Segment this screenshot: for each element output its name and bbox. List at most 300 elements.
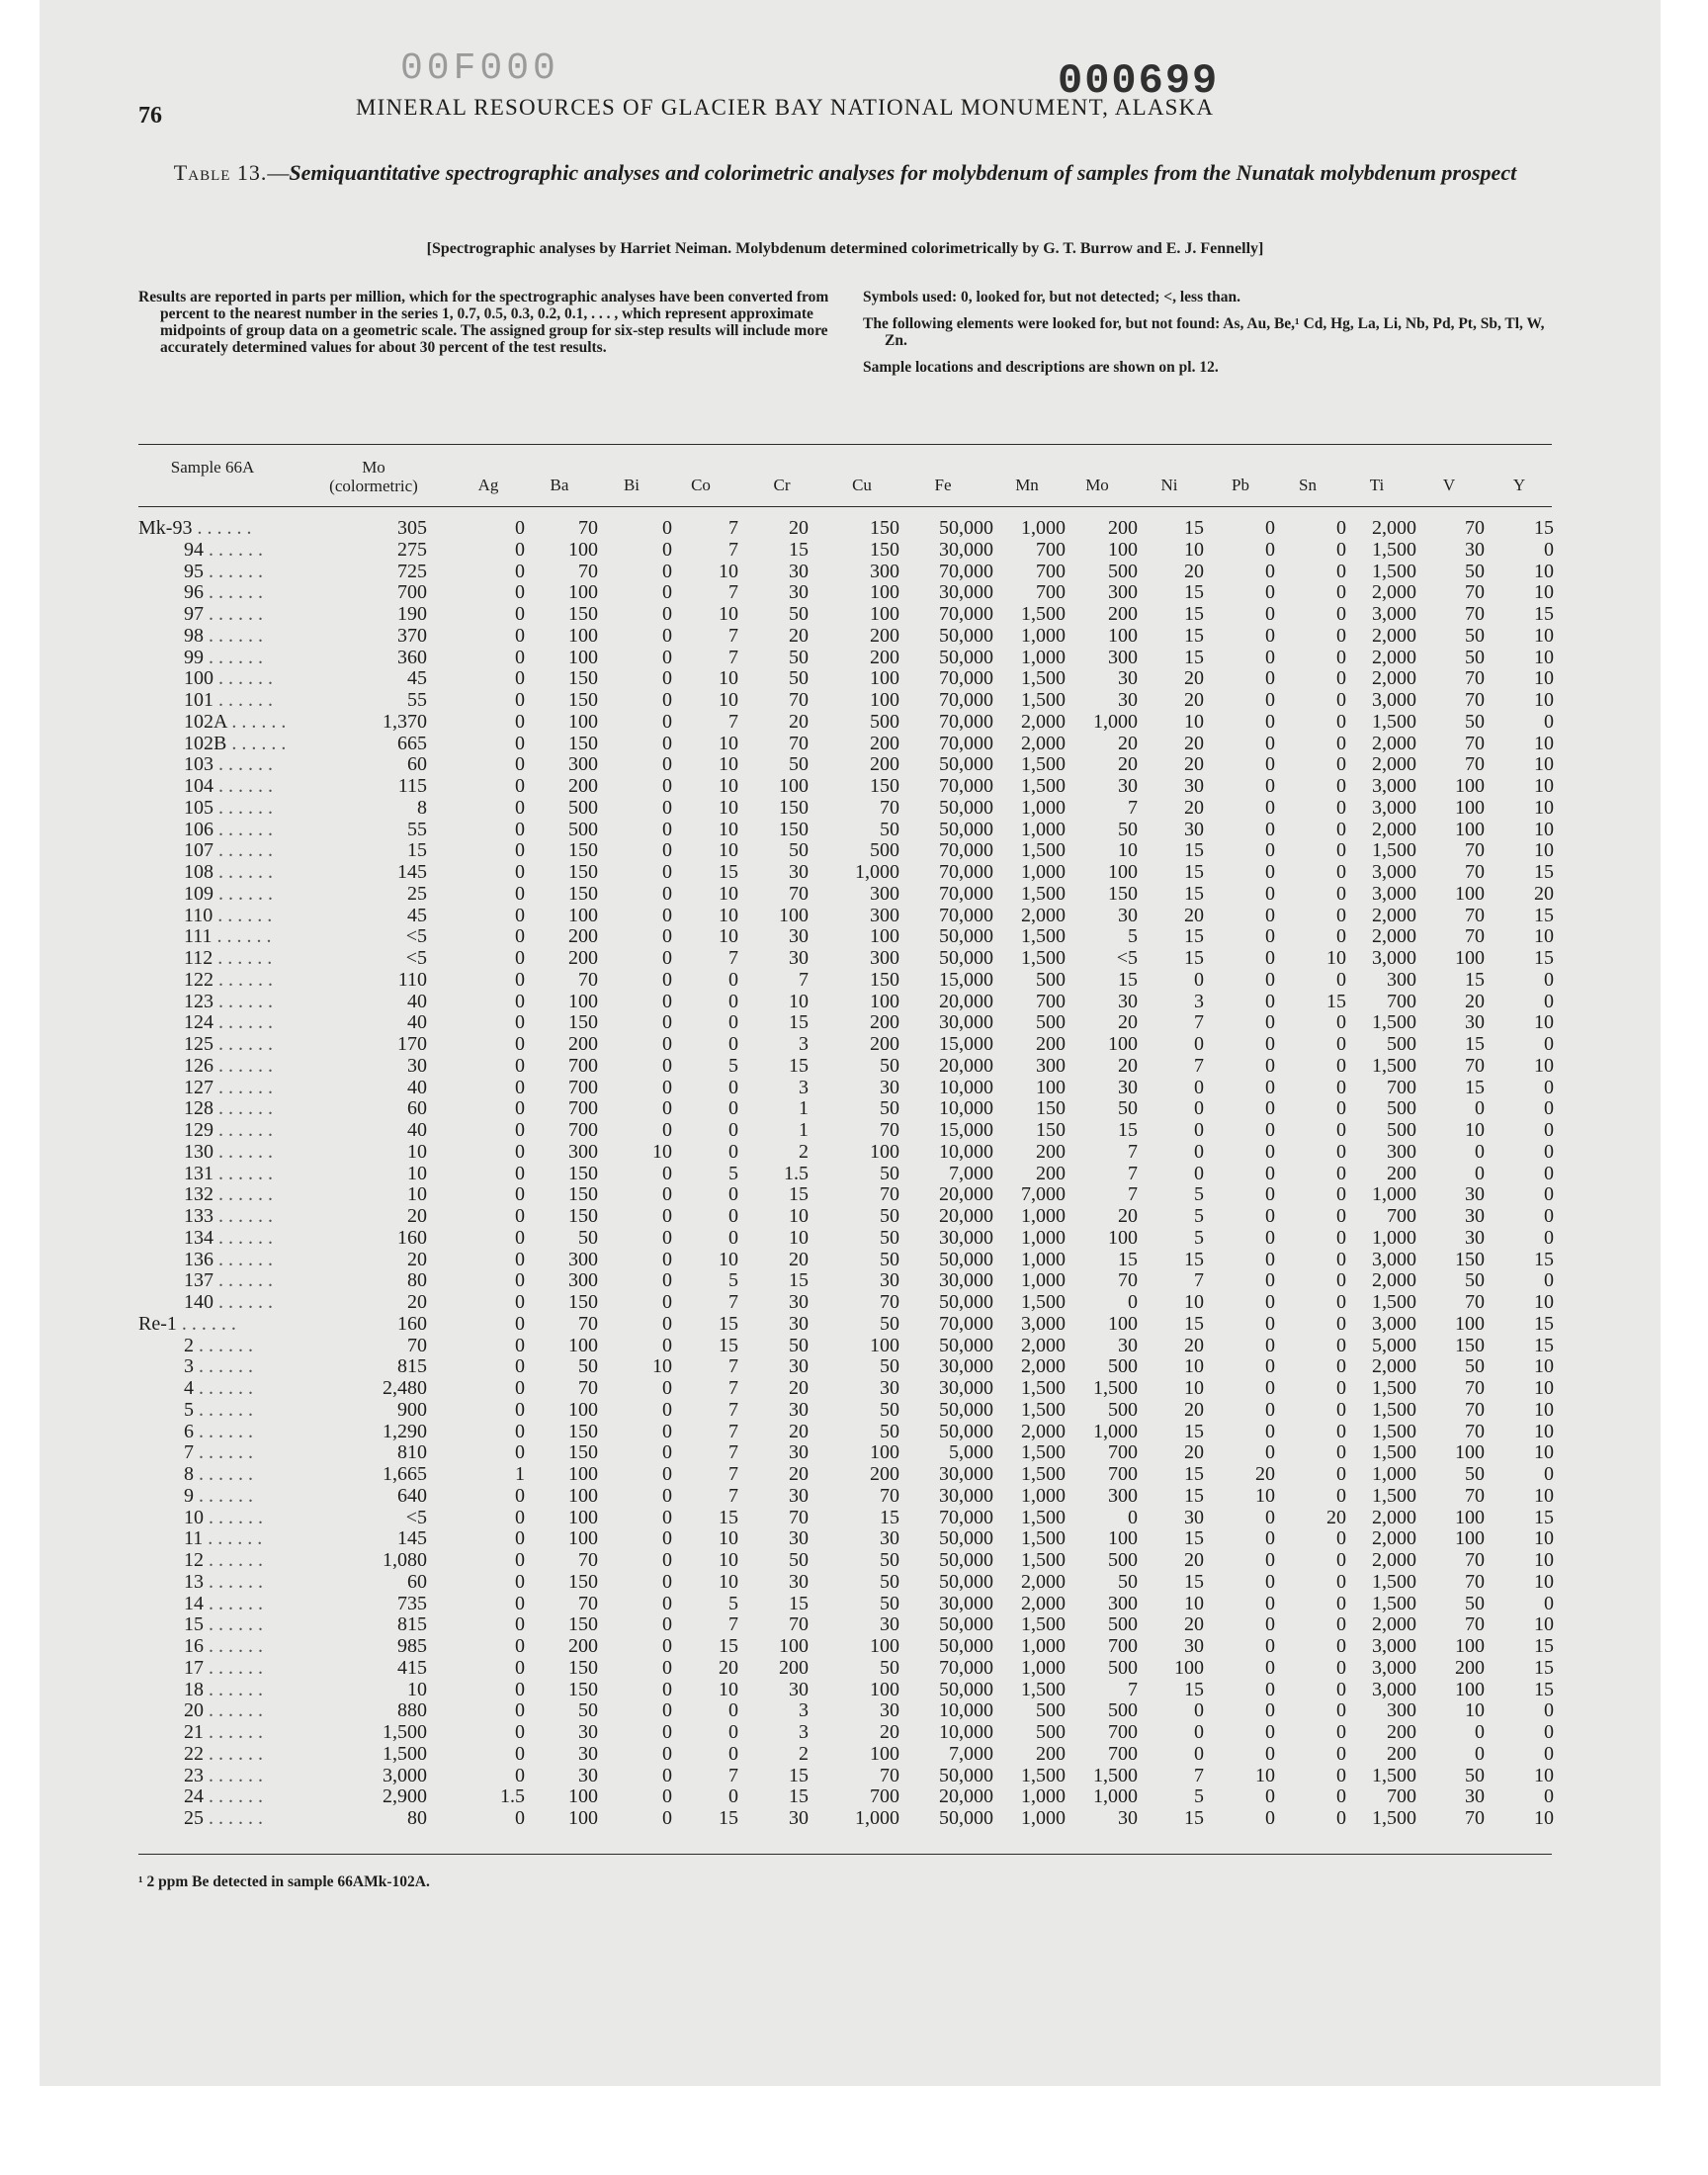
value-cell: 0: [1194, 1721, 1204, 1743]
value-cell: 150: [568, 1183, 598, 1206]
sample-id-cell: 8 . . . . . .: [184, 1463, 253, 1485]
value-cell: 15: [1184, 861, 1204, 883]
value-cell: 10: [789, 1205, 809, 1227]
table-row: [0, 798, 1708, 820]
table-row: [0, 1184, 1708, 1206]
value-cell: 0: [1265, 1183, 1275, 1206]
value-cell: 70: [789, 882, 809, 905]
stamp-mark: 00F000: [400, 47, 559, 90]
value-cell: 300: [1036, 1054, 1066, 1077]
value-cell: 500: [1108, 1398, 1138, 1421]
sample-id-cell: 122 . . . . . .: [184, 968, 273, 991]
value-cell: 0: [1265, 1441, 1275, 1464]
value-cell: 0: [1544, 1076, 1554, 1098]
value-cell: 80: [407, 1269, 427, 1292]
dot-leader: . . . . . .: [204, 1807, 263, 1829]
value-cell: 40: [407, 990, 427, 1012]
value-cell: 0: [1336, 1764, 1346, 1786]
value-cell: 100: [870, 1334, 899, 1356]
value-cell: 500: [1108, 1656, 1138, 1679]
value-cell: 0: [662, 775, 672, 797]
value-cell: 0: [1544, 1140, 1554, 1163]
value-cell: 7: [728, 1441, 738, 1464]
value-cell: 1,500: [1093, 1377, 1138, 1399]
value-cell: 300: [870, 904, 899, 926]
value-cell: 50: [789, 667, 809, 690]
value-cell: 0: [515, 1613, 525, 1636]
value-cell: 0: [515, 560, 525, 582]
sample-id-cell: 136 . . . . . .: [184, 1248, 273, 1270]
value-cell: 7: [728, 1764, 738, 1786]
value-cell: 1,000: [1093, 1420, 1138, 1442]
value-cell: 1,000: [1021, 1205, 1066, 1227]
value-cell: 20: [1184, 667, 1204, 690]
value-cell: 20: [1184, 1334, 1204, 1356]
value-cell: 30: [789, 560, 809, 582]
value-cell: 10: [789, 990, 809, 1012]
value-cell: 10,000: [939, 1097, 993, 1120]
value-cell: 0: [1544, 1205, 1554, 1227]
value-cell: 60: [407, 753, 427, 776]
table-row: [0, 1270, 1708, 1292]
sample-id-cell: 98 . . . . . .: [184, 624, 263, 647]
value-cell: 500: [1036, 968, 1066, 991]
sample-id-cell: 100 . . . . . .: [184, 667, 273, 690]
value-cell: 7: [728, 646, 738, 668]
value-cell: 70: [1465, 667, 1485, 690]
table-row: [0, 884, 1708, 906]
table-row: [0, 754, 1708, 776]
value-cell: 0: [1128, 1291, 1138, 1313]
dot-leader: . . . . . .: [203, 1527, 263, 1550]
sample-id-cell: 7 . . . . . .: [184, 1441, 253, 1464]
value-cell: 2,000: [1021, 710, 1066, 733]
value-cell: 0: [1336, 1033, 1346, 1055]
sample-id-cell: 10 . . . . . .: [184, 1506, 263, 1528]
value-cell: 0: [1194, 968, 1204, 991]
value-cell: 7: [799, 968, 809, 991]
sample-id-cell: 102A . . . . . .: [184, 710, 287, 733]
value-cell: 200: [568, 775, 598, 797]
value-cell: 15: [719, 861, 738, 883]
value-cell: 30: [1184, 1506, 1204, 1528]
value-cell: 1,500: [1372, 1570, 1416, 1593]
value-cell: 45: [407, 667, 427, 690]
running-head: MINERAL RESOURCES OF GLACIER BAY NATIONAL MONUMENT, ALASKA: [356, 95, 1215, 120]
value-cell: 0: [662, 581, 672, 604]
value-cell: 30,000: [939, 1377, 993, 1399]
value-cell: 50: [880, 1398, 899, 1421]
sample-id-cell: 129 . . . . . .: [184, 1119, 273, 1141]
value-cell: 110: [397, 968, 427, 991]
value-cell: 275: [397, 538, 427, 561]
symbols-notes: [863, 289, 1555, 386]
value-cell: 20: [1118, 1011, 1138, 1034]
dot-leader: . . . . . .: [204, 624, 263, 647]
value-cell: 2: [799, 1742, 809, 1765]
value-cell: 150: [568, 667, 598, 690]
table-row: [0, 1744, 1708, 1766]
value-cell: 0: [1336, 710, 1346, 733]
value-cell: 1,000: [1021, 1226, 1066, 1249]
value-cell: 7: [728, 517, 738, 539]
value-cell: 0: [515, 667, 525, 690]
value-cell: 300: [870, 560, 899, 582]
value-cell: 1,500: [1021, 1613, 1066, 1636]
value-cell: 200: [1387, 1721, 1416, 1743]
value-cell: 0: [515, 1441, 525, 1464]
value-cell: 10: [1184, 1592, 1204, 1614]
value-cell: 305: [397, 517, 427, 539]
value-cell: 1,500: [1372, 538, 1416, 561]
value-cell: 30: [1118, 689, 1138, 711]
value-cell: 50: [880, 1248, 899, 1270]
value-cell: 0: [662, 1097, 672, 1120]
value-cell: 700: [1387, 1076, 1416, 1098]
value-cell: 0: [515, 646, 525, 668]
value-cell: 20: [1184, 560, 1204, 582]
value-cell: 70: [880, 1484, 899, 1507]
value-cell: 15: [1184, 1807, 1204, 1829]
value-cell: 2,000: [1021, 904, 1066, 926]
sample-id-cell: 5 . . . . . .: [184, 1398, 253, 1421]
value-cell: 300: [870, 882, 899, 905]
value-cell: 0: [1336, 1527, 1346, 1550]
value-cell: 1,500: [1021, 1549, 1066, 1571]
value-cell: 15: [1326, 990, 1346, 1012]
value-cell: 10: [1184, 710, 1204, 733]
value-cell: 150: [568, 1570, 598, 1593]
value-cell: 150: [568, 1613, 598, 1636]
sample-id-cell: 103 . . . . . .: [184, 753, 273, 776]
value-cell: 50,000: [939, 1549, 993, 1571]
value-cell: 0: [1265, 818, 1275, 840]
value-cell: 50,000: [939, 1635, 993, 1657]
value-cell: 70: [1465, 603, 1485, 625]
column-header: Bi: [623, 476, 640, 494]
value-cell: 40: [407, 1119, 427, 1141]
value-cell: 7: [1194, 1054, 1204, 1077]
table-row: [0, 1508, 1708, 1529]
value-cell: 1,000: [1372, 1463, 1416, 1485]
value-cell: 30: [1184, 818, 1204, 840]
value-cell: 30: [1465, 1205, 1485, 1227]
value-cell: 40: [407, 1076, 427, 1098]
table-row: [0, 776, 1708, 798]
value-cell: 50,000: [939, 1570, 993, 1593]
value-cell: 0: [515, 818, 525, 840]
value-cell: 1,370: [383, 710, 427, 733]
value-cell: 0: [1128, 1506, 1138, 1528]
dot-leader: . . . . . .: [204, 581, 263, 604]
value-cell: 0: [1336, 839, 1346, 862]
value-cell: 0: [1265, 1613, 1275, 1636]
value-cell: 20: [1184, 1441, 1204, 1464]
value-cell: 70: [789, 732, 809, 754]
value-cell: 150: [870, 968, 899, 991]
value-cell: 2,000: [1372, 753, 1416, 776]
value-cell: 10: [719, 560, 738, 582]
value-cell: 70: [789, 689, 809, 711]
footnote: ¹ 2 ppm Be detected in sample 66AMk-102A.: [138, 1873, 430, 1890]
sample-id-cell: 23 . . . . . .: [184, 1764, 263, 1786]
value-cell: 0: [1265, 1291, 1275, 1313]
value-cell: 200: [870, 1033, 899, 1055]
locations-note: Sample locations and descriptions are shown on pl. 12.: [863, 359, 1219, 376]
value-cell: 0: [1265, 1807, 1275, 1829]
dot-leader: . . . . . .: [214, 882, 273, 905]
value-cell: 3,000: [1372, 861, 1416, 883]
value-cell: 100: [568, 1484, 598, 1507]
value-cell: 70: [880, 796, 899, 819]
value-cell: 0: [515, 947, 525, 969]
value-cell: 1,000: [1021, 1484, 1066, 1507]
value-cell: 100: [1108, 861, 1138, 883]
value-cell: 0: [515, 1635, 525, 1657]
value-cell: 0: [662, 689, 672, 711]
value-cell: 10: [1184, 1355, 1204, 1378]
value-cell: 2,000: [1372, 1549, 1416, 1571]
table-row: [0, 1314, 1708, 1336]
column-header: Cr: [773, 476, 791, 494]
value-cell: 70: [1465, 1377, 1485, 1399]
value-cell: 5: [728, 1054, 738, 1077]
value-cell: 15: [1184, 603, 1204, 625]
value-cell: 0: [662, 1463, 672, 1485]
value-cell: 0: [515, 1355, 525, 1378]
value-cell: 0: [662, 1592, 672, 1614]
value-cell: 70: [1465, 1613, 1485, 1636]
value-cell: 1,500: [1372, 1764, 1416, 1786]
value-cell: 15: [1534, 1248, 1554, 1270]
value-cell: 700: [1108, 1635, 1138, 1657]
value-cell: 150: [779, 796, 809, 819]
value-cell: 20: [407, 1205, 427, 1227]
value-cell: 100: [1455, 818, 1485, 840]
dot-leader: . . . . . .: [204, 1656, 263, 1679]
value-cell: 70: [880, 1183, 899, 1206]
sample-id-cell: 9 . . . . . .: [184, 1484, 253, 1507]
value-cell: 15: [789, 1054, 809, 1077]
value-cell: 300: [1108, 581, 1138, 604]
value-cell: 0: [1265, 1398, 1275, 1421]
sample-id-cell: 97 . . . . . .: [184, 603, 263, 625]
table-row: [0, 1356, 1708, 1378]
value-cell: 70: [1465, 581, 1485, 604]
value-cell: 20: [789, 1463, 809, 1485]
value-cell: 7: [728, 581, 738, 604]
value-cell: 300: [870, 947, 899, 969]
table-row: [0, 1528, 1708, 1550]
value-cell: 0: [1265, 1592, 1275, 1614]
table-top-rule: [138, 444, 1552, 445]
value-cell: 70: [1465, 1398, 1485, 1421]
value-cell: 1,500: [383, 1742, 427, 1765]
dot-leader: . . . . . .: [226, 732, 287, 754]
value-cell: 0: [1265, 796, 1275, 819]
value-cell: 0: [1544, 538, 1554, 561]
value-cell: 10: [719, 1248, 738, 1270]
value-cell: 30: [789, 1312, 809, 1335]
sample-id-cell: 123 . . . . . .: [184, 990, 273, 1012]
value-cell: 0: [1265, 667, 1275, 690]
value-cell: 7,000: [1021, 1183, 1066, 1206]
value-cell: 1,500: [1372, 1441, 1416, 1464]
value-cell: 0: [662, 1635, 672, 1657]
value-cell: 1,500: [1021, 882, 1066, 905]
table-row: [0, 1766, 1708, 1787]
value-cell: 0: [1336, 1054, 1346, 1077]
value-cell: 70: [1465, 1054, 1485, 1077]
value-cell: 700: [1036, 581, 1066, 604]
value-cell: 0: [1265, 1506, 1275, 1528]
value-cell: 15: [1534, 1635, 1554, 1657]
value-cell: 0: [1265, 517, 1275, 539]
value-cell: 10: [1534, 796, 1554, 819]
value-cell: 0: [1265, 646, 1275, 668]
value-cell: 70,000: [939, 1312, 993, 1335]
value-cell: 70,000: [939, 904, 993, 926]
value-cell: 20: [407, 1248, 427, 1270]
value-cell: 70: [1465, 839, 1485, 862]
table-row: [0, 668, 1708, 690]
value-cell: 50: [880, 1355, 899, 1378]
value-cell: 150: [568, 603, 598, 625]
table-row: [0, 1808, 1708, 1830]
dot-leader: . . . . . .: [214, 1269, 273, 1292]
value-cell: 0: [515, 624, 525, 647]
value-cell: 0: [515, 1656, 525, 1679]
value-cell: 100: [870, 1441, 899, 1464]
value-cell: 200: [1108, 517, 1138, 539]
value-cell: 0: [1544, 710, 1554, 733]
value-cell: 0: [1544, 1463, 1554, 1485]
table-row: [0, 1658, 1708, 1680]
sample-id-cell: 21 . . . . . .: [184, 1721, 263, 1743]
table-caption: [138, 158, 1552, 188]
value-cell: 0: [1336, 753, 1346, 776]
dot-leader: . . . . . .: [214, 1097, 273, 1120]
value-cell: 50: [880, 1205, 899, 1227]
value-cell: 70: [880, 1764, 899, 1786]
value-cell: 500: [1387, 1119, 1416, 1141]
value-cell: 1,000: [1021, 1785, 1066, 1808]
value-cell: 70,000: [939, 560, 993, 582]
value-cell: 0: [662, 1570, 672, 1593]
value-cell: 0: [662, 882, 672, 905]
sample-id-cell: Mk-93 . . . . . .: [138, 517, 252, 539]
dot-leader: . . . . . .: [204, 1549, 263, 1571]
value-cell: 15: [1534, 861, 1554, 883]
value-cell: 10: [1534, 1377, 1554, 1399]
dot-leader: . . . . . .: [204, 603, 263, 625]
value-cell: 50: [880, 1226, 899, 1249]
value-cell: 100: [1036, 1076, 1066, 1098]
value-cell: 145: [397, 1527, 427, 1550]
value-cell: 70: [880, 1291, 899, 1313]
column-header: V: [1442, 476, 1456, 494]
value-cell: 0: [515, 1699, 525, 1722]
value-cell: 0: [515, 689, 525, 711]
value-cell: 7: [728, 1355, 738, 1378]
value-cell: 1,500: [1372, 1420, 1416, 1442]
dot-leader: . . . . . .: [194, 1420, 253, 1442]
value-cell: 10: [407, 1162, 427, 1184]
value-cell: 10: [1534, 818, 1554, 840]
value-cell: 20: [1184, 753, 1204, 776]
value-cell: 100: [779, 904, 809, 926]
dot-leader: . . . . . .: [214, 775, 273, 797]
value-cell: 30: [578, 1742, 598, 1765]
value-cell: 0: [1336, 1721, 1346, 1743]
value-cell: 0: [1544, 1033, 1554, 1055]
value-cell: 30: [1465, 1183, 1485, 1206]
value-cell: 50: [789, 603, 809, 625]
value-cell: 10,000: [939, 1699, 993, 1722]
value-cell: 70,000: [939, 689, 993, 711]
sample-id-cell: 124 . . . . . .: [184, 1011, 273, 1034]
value-cell: 15: [407, 839, 427, 862]
value-cell: 0: [1336, 1377, 1346, 1399]
value-cell: 880: [397, 1699, 427, 1722]
value-cell: 0: [1265, 1549, 1275, 1571]
dot-leader: . . . . . .: [204, 1592, 263, 1614]
value-cell: 30: [578, 1764, 598, 1786]
value-cell: 15: [1184, 1484, 1204, 1507]
table-row: [0, 562, 1708, 583]
value-cell: 700: [1036, 560, 1066, 582]
value-cell: 0: [1336, 882, 1346, 905]
dot-leader: . . . . . .: [214, 1226, 273, 1249]
value-cell: 15: [719, 1334, 738, 1356]
value-cell: 0: [1265, 1527, 1275, 1550]
dot-leader: . . . . . .: [214, 1054, 273, 1077]
value-cell: 300: [1387, 968, 1416, 991]
value-cell: 0: [662, 1183, 672, 1206]
value-cell: 30: [789, 947, 809, 969]
sample-id-cell: 17 . . . . . .: [184, 1656, 263, 1679]
table-row: [0, 1098, 1708, 1120]
value-cell: 0: [662, 1613, 672, 1636]
dot-leader: . . . . . .: [194, 1334, 253, 1356]
value-cell: 30,000: [939, 538, 993, 561]
value-cell: 60: [407, 1570, 427, 1593]
value-cell: 1,500: [1021, 1291, 1066, 1313]
value-cell: 1,500: [1372, 560, 1416, 582]
value-cell: 70: [1465, 925, 1485, 948]
value-cell: 50,000: [939, 796, 993, 819]
value-cell: 0: [662, 517, 672, 539]
value-cell: 70: [789, 1506, 809, 1528]
sample-id-cell: 127 . . . . . .: [184, 1076, 273, 1098]
value-cell: 0: [515, 1119, 525, 1141]
value-cell: 190: [397, 603, 427, 625]
value-cell: 30,000: [939, 1011, 993, 1034]
value-cell: 1: [799, 1097, 809, 1120]
value-cell: 10: [1465, 1699, 1485, 1722]
value-cell: 50,000: [939, 1613, 993, 1636]
value-cell: 25: [407, 882, 427, 905]
value-cell: 115: [397, 775, 427, 797]
value-cell: 150: [568, 1205, 598, 1227]
value-cell: 700: [1387, 1785, 1416, 1808]
value-cell: 50: [789, 839, 809, 862]
table-row: [0, 992, 1708, 1013]
sample-id-cell: 101 . . . . . .: [184, 689, 273, 711]
value-cell: 10: [652, 1355, 672, 1378]
value-cell: 700: [870, 1785, 899, 1808]
value-cell: 0: [515, 1226, 525, 1249]
